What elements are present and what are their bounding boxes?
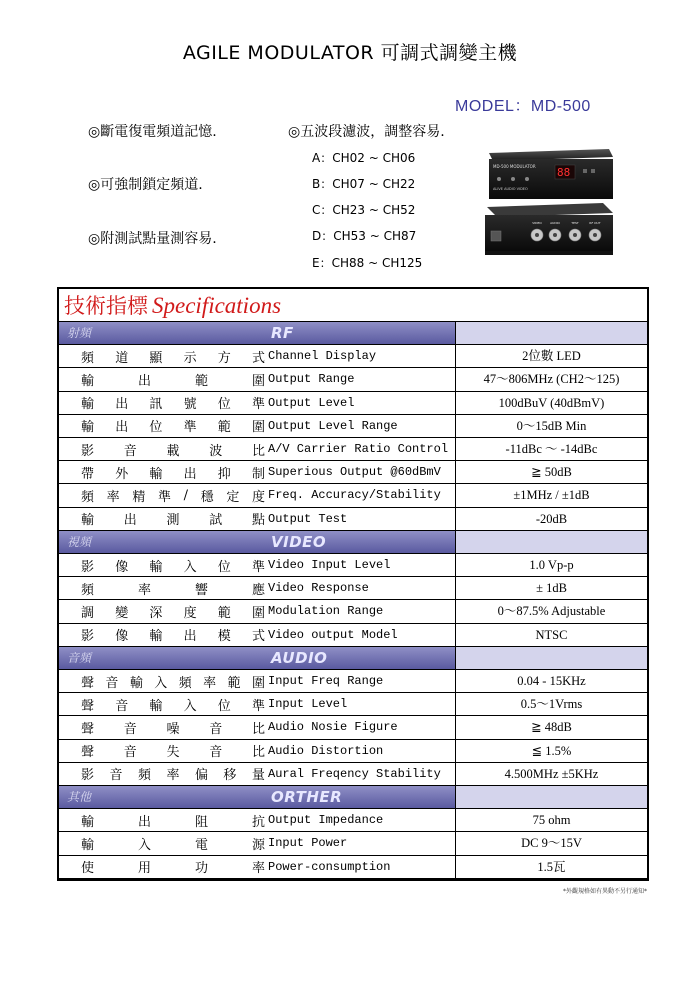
spec-label-en: Superious Output @60dBmV xyxy=(268,465,441,480)
spec-label-cn: 輸 入 電 源 xyxy=(81,837,265,853)
band-b: B：CH07 ~ CH22 xyxy=(312,177,416,191)
device-port-video: VIDEO xyxy=(532,221,542,225)
page-title: AGILE MODULATOR 可調式調變主機 xyxy=(182,42,518,64)
spec-row xyxy=(59,600,647,623)
spec-label-en: Input Level xyxy=(268,697,348,712)
spec-value: ≦ 1.5% xyxy=(531,743,572,758)
spec-label-en: Power-consumption xyxy=(268,859,391,874)
spec-label-cn: 頻 率 響 應 xyxy=(81,582,265,598)
spec-value: 75 ohm xyxy=(532,813,571,828)
spec-row xyxy=(59,693,647,716)
spec-row xyxy=(59,763,647,786)
spec-value: -20dB xyxy=(535,511,568,526)
spec-label-cn: 輸 出 測 試 點 xyxy=(81,513,265,529)
spec-label-en: Input Power xyxy=(268,836,348,851)
spec-label-cn: 調 變 深 度 範 圍 xyxy=(81,605,265,621)
spec-value: 1.5瓦 xyxy=(537,859,566,874)
spec-value: 47～806MHz (CH2～125) xyxy=(483,372,620,387)
spec-label-en: Audio Nosie Figure xyxy=(268,720,398,735)
spec-label-en: Video Input Level xyxy=(268,558,391,572)
device-photo xyxy=(483,143,616,260)
spec-value: ± 1dB xyxy=(536,581,567,596)
device-front-sub: ALIVE AUDIO VIDEO xyxy=(493,187,528,191)
feature-power-memory: ◎斷電復電頻道記憶. xyxy=(88,124,217,140)
device-front-label: MD-500 MODULATOR xyxy=(493,164,536,169)
feature-five-band-filter: ◎五波段濾波，調整容易. xyxy=(288,124,445,140)
section-header-audio xyxy=(59,647,647,670)
spec-label-cn: 輸 出 阻 抗 xyxy=(81,814,265,830)
spec-label-cn: 影 音 頻 率 偏 移 量 xyxy=(81,768,265,784)
section-label-cn: 其他 xyxy=(67,790,92,804)
band-d: D：CH53 ~ CH87 xyxy=(312,229,417,243)
spec-label-cn: 輸 出 位 準 範 圍 xyxy=(81,420,265,436)
spec-value: ≧ 48dB xyxy=(531,720,572,735)
section-label-cn: 射頻 xyxy=(67,326,92,340)
spec-row xyxy=(59,740,647,763)
spec-label-en: Video Response xyxy=(268,581,369,596)
spec-label-cn: 頻 道 顯 示 方 式 xyxy=(81,350,265,366)
spec-label-en: Output Impedance xyxy=(268,813,384,828)
spec-value: ≧ 50dB xyxy=(531,465,572,480)
section-header-rf xyxy=(59,322,647,345)
band-e: E：CH88 ~ CH125 xyxy=(312,256,423,270)
spec-label-en: Video output Model xyxy=(268,627,398,642)
section-header-orther xyxy=(59,786,647,809)
spec-row xyxy=(59,461,647,484)
spec-value: 4.500MHz ±5KHz xyxy=(504,766,599,781)
band-c: C：CH23 ~ CH52 xyxy=(312,203,416,217)
spec-value: 0～15dB Min xyxy=(516,418,587,433)
spec-row xyxy=(59,670,647,693)
spec-label-cn: 使 用 功 率 xyxy=(81,861,265,877)
device-port-test: TEST xyxy=(571,221,579,225)
spec-row xyxy=(59,577,647,600)
spec-label-cn: 輸 出 訊 號 位 準 xyxy=(81,397,265,413)
section-label-en: RF xyxy=(271,324,294,342)
spec-row xyxy=(59,856,647,879)
spec-label-cn: 影 像 輸 入 位 準 xyxy=(81,559,265,575)
spec-value: 0.04 - 15KHz xyxy=(517,674,586,688)
spec-row xyxy=(59,554,647,577)
spec-row xyxy=(59,415,647,438)
spec-row xyxy=(59,345,647,368)
spec-row xyxy=(59,484,647,507)
spec-label-cn: 聲 音 輸 入 頻 率 範 圍 xyxy=(81,675,265,691)
spec-label-cn: 聲 音 失 音 比 xyxy=(81,745,265,761)
section-label-en: ORTHER xyxy=(271,788,343,806)
spec-label-en: Channel Display xyxy=(268,349,377,364)
spec-label-en: Output Level Range xyxy=(268,418,398,433)
spec-row xyxy=(59,368,647,391)
spec-value: 2位數 LED xyxy=(522,349,581,364)
spec-value: 100dBuV (40dBmV) xyxy=(498,395,605,410)
spec-row xyxy=(59,438,647,461)
spec-label-cn: 聲 音 輸 入 位 準 xyxy=(81,698,265,714)
spec-label-en: Aural Freqency Stability xyxy=(268,766,441,781)
model-number: MODEL：MD-500 xyxy=(455,98,591,115)
device-port-audio: AUDIO xyxy=(550,221,560,225)
device-port-rfout: RF OUT xyxy=(589,221,601,225)
spec-label-cn: 影 像 輸 出 模 式 xyxy=(81,629,265,645)
section-label-en: VIDEO xyxy=(271,532,327,551)
spec-label-en: Output Range xyxy=(268,372,355,387)
spec-title-en: Specifications xyxy=(152,293,282,318)
spec-title xyxy=(59,289,647,322)
spec-label-en: Output Level xyxy=(268,395,355,410)
spec-label-cn: 影 音 載 波 比 xyxy=(81,443,265,459)
spec-row xyxy=(59,832,647,855)
section-label-cn: 視頻 xyxy=(67,534,92,549)
spec-row xyxy=(59,624,647,647)
spec-row xyxy=(59,508,647,531)
spec-row xyxy=(59,716,647,739)
spec-row xyxy=(59,392,647,415)
spec-value: 0.5～1Vrms xyxy=(520,697,583,712)
spec-label-en: Audio Distortion xyxy=(268,743,384,758)
spec-value: ±1MHz / ±1dB xyxy=(513,488,590,503)
spec-value: 0～87.5% Adjustable xyxy=(497,604,606,619)
spec-value: NTSC xyxy=(535,627,568,642)
spec-value: -11dBc ～ -14dBc xyxy=(505,442,598,456)
spec-label-cn: 輸 出 範 圍 xyxy=(81,373,265,389)
spec-label-en: Freq. Accuracy/Stability xyxy=(268,488,441,503)
section-label-en: AUDIO xyxy=(271,648,328,667)
section-header-video xyxy=(59,531,647,554)
spec-label-en: Output Test xyxy=(268,511,348,526)
spec-row xyxy=(59,809,647,832)
spec-value: DC 9～15V xyxy=(521,836,582,851)
spec-value: 1.0 Vp-p xyxy=(529,558,574,572)
feature-test-point: ◎附測試點量測容易. xyxy=(88,231,217,247)
spec-table xyxy=(57,287,649,881)
spec-label-cn: 帶 外 輸 出 抑 制 xyxy=(81,466,265,482)
footnote: *外觀規格如有異動不另行通知* xyxy=(562,888,647,895)
band-a: A：CH02 ~ CH06 xyxy=(312,151,416,165)
spec-label-en: Input Freq Range xyxy=(268,674,384,688)
feature-channel-lock: ◎可強制鎖定頻道. xyxy=(88,177,203,193)
spec-label-cn: 聲 音 噪 音 比 xyxy=(81,721,265,737)
section-label-cn: 音頻 xyxy=(67,650,92,665)
spec-label-cn: 頻 率 精 準 / 穩 定 度 xyxy=(81,487,265,505)
spec-title-cn: 技術指標 xyxy=(64,294,148,318)
device-channel-display: 88 xyxy=(557,166,571,179)
spec-label-en: A/V Carrier Ratio Control xyxy=(268,442,449,456)
spec-label-en: Modulation Range xyxy=(268,604,384,619)
